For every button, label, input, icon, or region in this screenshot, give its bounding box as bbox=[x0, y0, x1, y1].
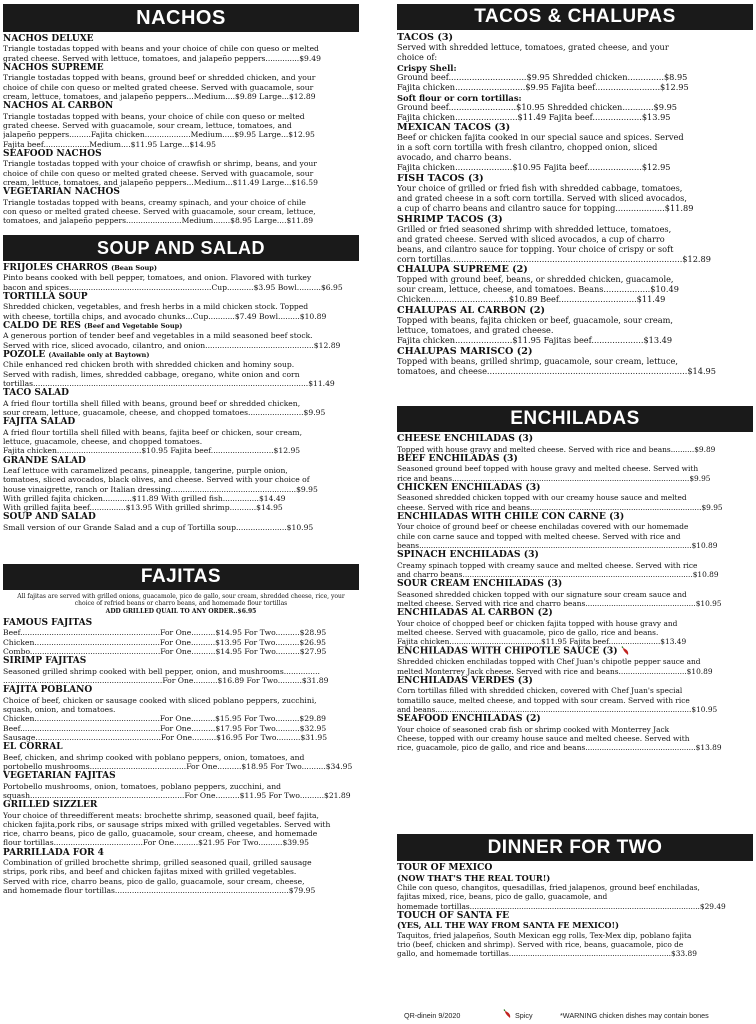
menu-item bbox=[3, 848, 359, 896]
item-line: Combo......................................................For One..........$14.95 For Two..........$27.95 bbox=[3, 647, 327, 656]
item-line: Your choice of grilled or fried fish with shredded cabbage, tomatoes, bbox=[397, 184, 683, 194]
menu-item bbox=[3, 456, 359, 513]
item-name-text: ENCHILADAS VERDES (3) bbox=[397, 674, 533, 686]
item-name bbox=[397, 550, 753, 561]
section-dinner bbox=[397, 834, 753, 985]
item-name-text: PARRILLADA FOR 4 bbox=[3, 847, 104, 858]
item-line: rice and beans.....................................................................................................$9.95 bbox=[397, 473, 711, 483]
item-line: Beef..........................................................For One..........$14.95 For Two..........$28.95 bbox=[3, 628, 327, 638]
item-line: corn tortillas.........................................................................................$12.89 bbox=[397, 254, 711, 264]
item-line: and beans.............................................................................................................$10.95 bbox=[397, 704, 718, 714]
item-line: choice of: bbox=[397, 52, 438, 62]
item-line: Chicken....................................................For One..........$15.95 For Two..........$29.89 bbox=[3, 714, 327, 724]
pepper-icon bbox=[621, 646, 631, 657]
item-name bbox=[3, 456, 359, 466]
menu-item bbox=[397, 512, 753, 550]
item-name bbox=[397, 714, 753, 725]
menu-item bbox=[397, 454, 753, 483]
menu-item bbox=[3, 321, 359, 350]
item-line: Triangle tostadas topped with beans, your choice of chile con queso or melted bbox=[3, 111, 305, 121]
item-name-text: TACOS (3) bbox=[397, 32, 454, 43]
item-line: strips, pork ribs, and beef and chicken fajitas mixed with grilled vegetables. bbox=[3, 867, 297, 877]
menu-item bbox=[397, 305, 753, 346]
menu-item bbox=[397, 676, 753, 714]
item-name-text: SEAFOOD ENCHILADAS (2) bbox=[397, 712, 541, 724]
item-line: gallo, and homemade tortillas.....................................................................$33.89 bbox=[397, 949, 697, 959]
item-line: Your choice of ground beef or cheese enchiladas covered with our homemade bbox=[397, 522, 689, 532]
item-name bbox=[397, 173, 753, 184]
section-header-soup: SOUP AND SALAD bbox=[3, 235, 359, 261]
item-line: Beef or chicken fajita cooked in our special sauce and spices. Served bbox=[397, 133, 684, 143]
menu-item bbox=[397, 483, 753, 512]
item-name bbox=[397, 264, 753, 275]
item-name-text: NACHOS SUPREME bbox=[3, 63, 104, 73]
item-line: house vinaigrette, ranch or Italian dressing....................................................$9.95 bbox=[3, 484, 318, 494]
item-line: Triangle tostadas topped with beans, creamy spinach, and your choice of chile bbox=[3, 197, 306, 207]
item-line: sour cream, lettuce, guacamole, cheese, and chopped tomatoes.......................$9.95 bbox=[3, 408, 326, 417]
section-header-dinner: DINNER FOR TWO bbox=[397, 834, 753, 861]
item-line: Chile con queso, changitos, quesadillas, fried jalapenos, ground beef enchiladas, bbox=[397, 883, 700, 893]
item-name-text: TOUR OF MEXICO bbox=[397, 862, 493, 873]
item-line: Grilled or fried seasoned shrimp with shredded lettuce, tomatoes, bbox=[397, 224, 672, 234]
item-line: Taquitos, fried jalapeños, South Mexican egg rolls, Tex-Mex dip, poblano fajita bbox=[397, 930, 692, 940]
item-name-text: CALDO DE RES bbox=[3, 321, 81, 331]
item-name-text: CHEESE ENCHILADAS (3) bbox=[397, 433, 534, 444]
item-line: Topped with ground beef, beans, or shredded chicken, guacamole, bbox=[397, 275, 674, 285]
item-line: cream, lettuce, tomatoes, and jalapeño peppers...Medium....$9.89 Large...$12.89 bbox=[3, 92, 316, 101]
menu-item bbox=[397, 646, 753, 676]
item-line: Creamy spinach topped with creamy sauce and melted cheese. Served with rice bbox=[397, 560, 698, 570]
item-name-text: CHALUPAS AL CARBON (2) bbox=[397, 305, 546, 317]
item-name-text: FAJITA POBLANO bbox=[3, 685, 93, 696]
item-line: Sausage....................................................For One..........$16.95 For Two..........$31.95 bbox=[3, 732, 328, 742]
item-name bbox=[397, 608, 753, 619]
footer-code: QR-dinein 9/2020 bbox=[404, 1011, 461, 1020]
item-line: Your choice of chopped beef or chicken fajita topped with house gravy and bbox=[397, 618, 678, 628]
item-line: Leaf lettuce with caramelized pecans, pineapple, tangerine, purple onion, bbox=[3, 466, 288, 475]
item-line: choice of chile con queso or melted grated cheese. Served with guacamole, sour bbox=[3, 168, 314, 178]
item-subtitle: (Beef and Vegetable Soup) bbox=[84, 322, 183, 330]
item-name bbox=[397, 346, 753, 357]
item-name bbox=[3, 187, 359, 197]
item-name-text: FRIJOLES CHARROS bbox=[3, 263, 108, 273]
item-name-text: ENCHILADAS WITH CHILE CON CARNE (3) bbox=[397, 510, 625, 522]
item-line: Fajita chicken...................................$10.95 Fajita beef..........................$12.95 bbox=[3, 446, 301, 456]
item-line: and grated cheese. Served with sliced avocados, a cup of charro bbox=[397, 234, 665, 244]
item-line: in a soft corn tortilla with fresh cilantro, chopped onion, sliced bbox=[397, 143, 658, 153]
item-name bbox=[3, 848, 359, 858]
item-line: Fajita chicken......................$10.95 Fajita beef.....................$12.95 bbox=[397, 163, 671, 173]
item-name-text: TORTILLA SOUP bbox=[3, 292, 88, 302]
item-line: Served with rice, sliced avocado, cilantro, and onion.............................................$12.89 bbox=[3, 340, 341, 350]
item-line: melted Monterrey Jack cheese. Served with rice and beans.............................$10.89 bbox=[397, 666, 713, 676]
menu-item bbox=[397, 173, 753, 214]
item-line: Portobello mushrooms, onion, tomatoes, poblano peppers, zucchini, and bbox=[3, 781, 281, 791]
item-line: Fajita chicken......................$11.95 Fajitas beef....................$13.49 bbox=[397, 335, 673, 345]
item-name-text: NACHOS AL CARBON bbox=[3, 101, 114, 112]
item-name bbox=[397, 483, 753, 494]
item-name-text: ENCHILADAS AL CARBON (2) bbox=[397, 607, 553, 618]
section-header-enchiladas: ENCHILADAS bbox=[397, 406, 753, 432]
item-line: Combination of grilled brochette shrimp, grilled seasoned quail, grilled sausage bbox=[3, 858, 312, 868]
item-line: Fajita beef...................Medium....$11.95 Large...$14.95 bbox=[3, 139, 216, 149]
menu-item bbox=[397, 579, 753, 608]
item-name bbox=[3, 685, 359, 695]
menu-item bbox=[397, 32, 753, 63]
item-line: con queso or melted grated cheese. Served with guacamole, sour cream, lettuce, bbox=[3, 206, 316, 216]
menu-item bbox=[3, 263, 359, 292]
item-line: Triangle tostadas topped with beans and your choice of chile con queso or melted bbox=[3, 44, 319, 54]
item-name bbox=[397, 454, 753, 465]
item-line: grated cheese. Served with lettuce, tomatoes, and jalapeño peppers..............$9.49 bbox=[3, 53, 321, 63]
item-line: beans, and cilantro sauce for topping. Your choice of crispy or soft bbox=[397, 244, 674, 254]
menu-item bbox=[3, 350, 359, 388]
section-header-nachos: NACHOS bbox=[3, 4, 359, 32]
section-fajitas bbox=[3, 564, 359, 957]
item-name-text: ENCHILADAS WITH CHIPOTLE SAUCE (3) bbox=[397, 645, 618, 657]
item-subtitle: (Bean Soup) bbox=[111, 264, 158, 272]
section-tacos bbox=[397, 4, 753, 403]
item-line: Your choice of seasoned crab fish or shrimp cooked with Monterrey Jack bbox=[397, 724, 670, 734]
menu-item bbox=[397, 214, 753, 265]
item-line: tomatoes, and jalapeño peppers.......................Medium.......$8.95 Large....$11.89 bbox=[3, 216, 314, 226]
item-line: lettuce, guacamole, cheese, and chopped tomatoes. bbox=[3, 437, 203, 446]
menu-item bbox=[397, 714, 753, 752]
item-name bbox=[3, 742, 359, 752]
item-name bbox=[397, 214, 753, 225]
menu-item bbox=[3, 388, 359, 417]
menu-item bbox=[3, 685, 359, 742]
item-line: Pinto beans cooked with bell pepper, tomatoes, and onion. Flavored with turkey bbox=[3, 273, 312, 283]
item-line: Beef..........................................................For One..........$17.95 For Two..........$32.95 bbox=[3, 723, 327, 733]
item-line: Cheese, topped with our creamy house sauce and melted cheese. Served with bbox=[397, 733, 690, 743]
item-tagline: (YES, ALL THE WAY FROM SANTA FE MEXICO!) bbox=[397, 920, 619, 931]
item-name bbox=[397, 122, 753, 133]
item-line: with cheese, tortilla chips, and avocado chunks...Cup...........$7.49 Bowl.........$10.89 bbox=[3, 311, 327, 321]
item-subheading: Crispy Shell: bbox=[397, 62, 457, 73]
item-name bbox=[3, 656, 359, 666]
left-column bbox=[3, 4, 359, 1016]
item-line: fajitas mixed, rice, beans, pico de gallo, guacamole, and bbox=[397, 892, 608, 902]
item-name-text: TACO SALAD bbox=[3, 388, 69, 399]
item-name-text: POZOLE bbox=[3, 350, 46, 360]
menu-item bbox=[397, 608, 753, 646]
item-line: tomatoes, sliced avocados, black olives, and cheese. Served with your choice of bbox=[3, 475, 310, 485]
item-line: Chile enhanced red chicken broth with shredded chicken and hominy soup. bbox=[3, 360, 295, 370]
item-line: Seasoned ground beef topped with house gravy and melted cheese. Served with bbox=[397, 464, 699, 474]
item-line: tortillas..................................................................................................................$11.49 bbox=[3, 379, 335, 388]
item-line: bacon and spices...........................................................Cup...........$3.95 Bowl..........$6.95 bbox=[3, 282, 343, 292]
item-name-text: CHALUPAS MARISCO (2) bbox=[397, 345, 533, 357]
item-name bbox=[3, 388, 359, 398]
menu-item bbox=[397, 93, 753, 123]
item-line: and grated cheese in a soft corn tortilla. Served with sliced avocados, bbox=[397, 193, 687, 203]
menu-item bbox=[397, 63, 753, 93]
menu-item bbox=[397, 550, 753, 579]
item-line: Shredded chicken, vegetables, and fresh herbs in a mild chicken stock. Topped bbox=[3, 302, 309, 312]
menu-item bbox=[3, 149, 359, 187]
item-line: Topped with beans, grilled shrimp, guacamole, sour cream, lettuce, bbox=[397, 356, 678, 366]
item-line: Fajita chicken........................$11.49 Fajita beef...................$13.95 bbox=[397, 112, 671, 122]
item-line: chicken fajita,pork ribs, or sausage strips mixed with grilled vegetables. Served with bbox=[3, 819, 331, 829]
menu-item bbox=[3, 771, 359, 800]
item-name-text: TOUCH OF SANTA FE bbox=[397, 909, 510, 921]
item-name-text: GRILLED SIZZLER bbox=[3, 800, 98, 811]
item-name-text: SOUR CREAM ENCHILADAS (3) bbox=[397, 578, 563, 589]
item-name-text: SEAFOOD NACHOS bbox=[3, 148, 102, 159]
item-line: jalapeño peppers.........Fajita chicken...................Medium.....$9.95 Large...$12.95 bbox=[3, 130, 315, 140]
menu-item bbox=[397, 911, 753, 959]
item-line: Triangle tostadas topped with your choice of crawfish or shrimp, beans, and your bbox=[3, 159, 317, 169]
item-name-text: VEGETARIAN NACHOS bbox=[3, 187, 120, 198]
item-name bbox=[397, 32, 753, 43]
item-line: Chicken..............................$10.89 Beef..............................$11.49 bbox=[397, 295, 666, 305]
item-name-text: SHRIMP TACOS (3) bbox=[397, 213, 503, 225]
item-line: Beef, chicken, and shrimp cooked with poblano peppers, onion, tomatoes, and bbox=[3, 752, 305, 762]
item-name bbox=[397, 434, 753, 445]
item-name-text: EL CORRAL bbox=[3, 742, 63, 753]
menu-item bbox=[397, 264, 753, 305]
item-name-text: FAMOUS FAJITAS bbox=[3, 618, 93, 628]
item-line: beans....................................................................................................................$10.89 bbox=[397, 540, 718, 550]
item-line: trio (beef, chicken and shrimp). Served with rice, beans, guacamole, pico de bbox=[397, 940, 684, 950]
item-line: Served with rice, charro beans, pico de gallo, guacamole, sour cream, cheese, bbox=[3, 876, 305, 886]
item-line: flour tortillas.....................................For One..........$21.95 For Two..........$39.95 bbox=[3, 838, 310, 848]
item-line: Seasoned shredded chicken topped with our creamy house sauce and melted bbox=[397, 493, 687, 503]
item-line: chile con carne sauce and topped with melted cheese. Served with rice and bbox=[397, 531, 681, 541]
item-line: melted cheese. Served with guacamole, pico de gallo, rice and beans. bbox=[397, 627, 659, 637]
menu-item bbox=[3, 101, 359, 149]
footer-spicy: Spicy bbox=[515, 1011, 533, 1020]
item-name-text: SIRIMP FAJITAS bbox=[3, 656, 87, 667]
item-line: With grilled fajita chicken............$11.89 With grilled fish...............$14.49 bbox=[3, 493, 286, 503]
item-line: Served with shredded lettuce, tomatoes, grated cheese, and your bbox=[397, 43, 669, 52]
section-soup bbox=[3, 235, 359, 562]
item-name bbox=[3, 34, 359, 44]
item-line: melted cheese. Served with rice and charro beans...............................................$10.95 bbox=[397, 598, 722, 608]
item-line: A fried flour tortilla shell filled with beans, ground beef or shredded chicken, bbox=[3, 398, 301, 408]
item-name-text: FISH TACOS (3) bbox=[397, 173, 484, 185]
item-name bbox=[3, 350, 359, 360]
item-name bbox=[3, 800, 359, 810]
item-line: grated cheese. Served with guacamole, sour cream, lettuce, tomatoes, and bbox=[3, 121, 292, 130]
item-name-text: SOUP AND SALAD bbox=[3, 512, 96, 523]
item-line: and charro beans..................................................................................................$10.89 bbox=[397, 569, 719, 579]
item-line: portobello mushrooms........................................For One..........$18.95 For Two..........$34.95 bbox=[3, 761, 353, 771]
right-column bbox=[397, 4, 753, 1016]
item-line: cream, lettuce, tomatoes, and jalapeño peppers...Medium...$11.49 Large...$16.59 bbox=[3, 177, 318, 187]
item-name bbox=[3, 63, 359, 73]
item-name-text: GRANDE SALAD bbox=[3, 455, 86, 466]
item-line: Fajita chicken...........................$9.95 Fajita beef.........................$12.95 bbox=[397, 82, 689, 92]
section-nachos bbox=[3, 4, 359, 233]
section-header-fajitas: FAJITAS bbox=[3, 564, 359, 590]
menu-item bbox=[397, 434, 753, 454]
item-name bbox=[397, 863, 753, 874]
item-line: ..................................................................For One..........$16.89 For Two..........$31.89 bbox=[3, 676, 329, 685]
item-line: Choice of beef, chicken or sausage cooked with sliced poblano peppers, zucchini, bbox=[3, 695, 317, 705]
item-line: Small version of our Grande Salad and a cup of Tortilla soup.....................$10.95 bbox=[3, 522, 314, 532]
item-line: choice of chile con queso or melted grated cheese. Served with guacamole, sour bbox=[3, 82, 314, 92]
item-name bbox=[3, 292, 359, 302]
item-name-text: CHALUPA SUPREME (2) bbox=[397, 264, 528, 276]
item-name bbox=[397, 579, 753, 590]
item-line: Triangle tostadas topped with beans, ground beef or shredded chicken, and your bbox=[3, 73, 316, 83]
item-line: tomatillo sauce, melted cheese, and topped with sour cream. Served with rice bbox=[397, 695, 690, 705]
footer-warning: *WARNING chicken dishes may contain bones bbox=[560, 1011, 709, 1020]
item-line: A fried flour tortilla shell filled with beans, fajita beef or chicken, sour cream, bbox=[3, 427, 303, 437]
item-line: Served with radish, limes, shredded cabbage, oregano, white onion and corn bbox=[3, 369, 300, 379]
fajitas-note: All fajitas are served with grilled onions, guacamole, pico de gallo, sour cream, shredded cheese, rice, your choice of refried beans or charro beans, and homemade flour tortillas bbox=[17, 593, 345, 607]
menu-item bbox=[397, 122, 753, 173]
section-header-tacos: TACOS & CHALUPAS bbox=[397, 4, 753, 30]
item-line: Seasoned grilled shrimp cooked with bell pepper, onion, and mushrooms............... bbox=[3, 666, 320, 676]
item-line: Fajita chicken.......................................$11.95 Fajita beef......................$13.49 bbox=[397, 637, 687, 646]
item-name bbox=[3, 771, 359, 781]
item-line: tomatoes, and cheese.............................................................................$14.95 bbox=[397, 366, 716, 376]
item-name-text: SPINACH ENCHILADAS (3) bbox=[397, 549, 539, 560]
item-line: Topped with beans, fajita chicken or beef, guacamole, sour cream, bbox=[397, 316, 674, 326]
item-subtitle: (Available only at Baytown) bbox=[48, 351, 150, 359]
item-line: Seasoned shredded chicken topped with our signature sour cream sauce and bbox=[397, 589, 687, 599]
menu-item bbox=[3, 34, 359, 63]
item-line: Ground beef..............................$9.95 Shredded chicken..............$8.95 bbox=[397, 72, 688, 82]
item-name bbox=[397, 305, 753, 316]
item-line: Shredded chicken enchiladas topped with Chef Juan's chipotle pepper sauce and bbox=[397, 657, 701, 667]
menu-item bbox=[397, 863, 753, 911]
item-line: Ground beef..........................$10.95 Shredded chicken............$9.95 bbox=[397, 102, 677, 112]
fajitas-quail-note: ADD GRILLED QUAIL TO ANY ORDER..$6.95 bbox=[105, 608, 257, 615]
item-name bbox=[3, 618, 359, 628]
item-name bbox=[3, 417, 359, 427]
item-name bbox=[397, 676, 753, 687]
footer bbox=[400, 1009, 752, 1023]
item-line: squash, onion, and tomatoes. bbox=[3, 705, 116, 714]
menu-item bbox=[3, 742, 359, 771]
item-line: Topped with house gravy and melted cheese. Served with rice and beans..........$9.89 bbox=[397, 444, 716, 454]
item-line: sour cream, lettuce, cheese, and tomatoes. Beans..................$10.49 bbox=[397, 285, 679, 295]
item-name bbox=[3, 512, 359, 522]
item-tagline: (NOW THAT'S THE REAL TOUR!) bbox=[397, 872, 551, 883]
menu-item bbox=[3, 187, 359, 225]
item-name bbox=[397, 646, 753, 657]
menu-item bbox=[3, 618, 359, 656]
item-name bbox=[3, 149, 359, 159]
item-line: lettuce, tomatoes, and grated cheese. bbox=[397, 326, 554, 336]
menu-item bbox=[3, 512, 359, 532]
item-name bbox=[3, 101, 359, 111]
item-name-text: NACHOS DELUXE bbox=[3, 34, 94, 44]
menu-item bbox=[397, 346, 753, 377]
item-name bbox=[3, 263, 359, 273]
pepper-icon bbox=[503, 1009, 513, 1019]
item-line: Chicken....................................................For One..........$13.95 For Two..........$26.95 bbox=[3, 637, 327, 647]
section-enchiladas bbox=[397, 406, 753, 831]
item-name-text: MEXICAN TACOS (3) bbox=[397, 122, 511, 134]
item-line: a cup of charro beans and cilantro sauce for topping...................$11.89 bbox=[397, 203, 694, 213]
item-name bbox=[397, 512, 753, 523]
item-line: cheese. Served with rice and beans.........................................................................$9.95 bbox=[397, 502, 723, 512]
item-line: squash................................................................For One..........$11.95 For Two..........$21.89 bbox=[3, 790, 351, 800]
item-name bbox=[3, 321, 359, 331]
item-line: avocado, and charro beans. bbox=[397, 153, 512, 163]
menu-item bbox=[3, 417, 359, 455]
item-line: homemade tortillas..................................................................................................$29.49 bbox=[397, 901, 726, 911]
item-line: Your choice of threedifferent meats: brochette shrimp, seasoned quail, beef fajita, bbox=[3, 810, 319, 820]
menu-item bbox=[3, 656, 359, 685]
item-line: rice, charro beans, pico de gallo, guacamole, sour cream, cheese, and homemade bbox=[3, 829, 318, 839]
menu-item bbox=[3, 800, 359, 848]
item-name-text: VEGETARIAN FAJITAS bbox=[3, 771, 116, 782]
item-name-text: BEEF ENCHILADAS (3) bbox=[397, 452, 518, 464]
menu-item bbox=[3, 292, 359, 321]
item-name-text: FAJITA SALAD bbox=[3, 417, 76, 428]
item-name-text: CHICKEN ENCHILADAS (3) bbox=[397, 481, 541, 493]
item-subheading: Soft flour or corn tortillas: bbox=[397, 92, 522, 103]
item-line: With grilled fajita beef...............$13.95 With grilled shrimp...........$14.95 bbox=[3, 503, 283, 513]
item-line: Corn tortillas filled with shredded chicken, covered with Chef Juan's special bbox=[397, 686, 683, 696]
menu-item bbox=[3, 63, 359, 101]
item-line: and homemade flour tortillas........................................................................$79.95 bbox=[3, 886, 316, 896]
item-line: A generous portion of tender beef and vegetables in a mild seasoned beef stock. bbox=[3, 331, 313, 341]
item-line: rice, guacamole, pico de gallo, and rice and beans...............................................$13.89 bbox=[397, 742, 722, 752]
